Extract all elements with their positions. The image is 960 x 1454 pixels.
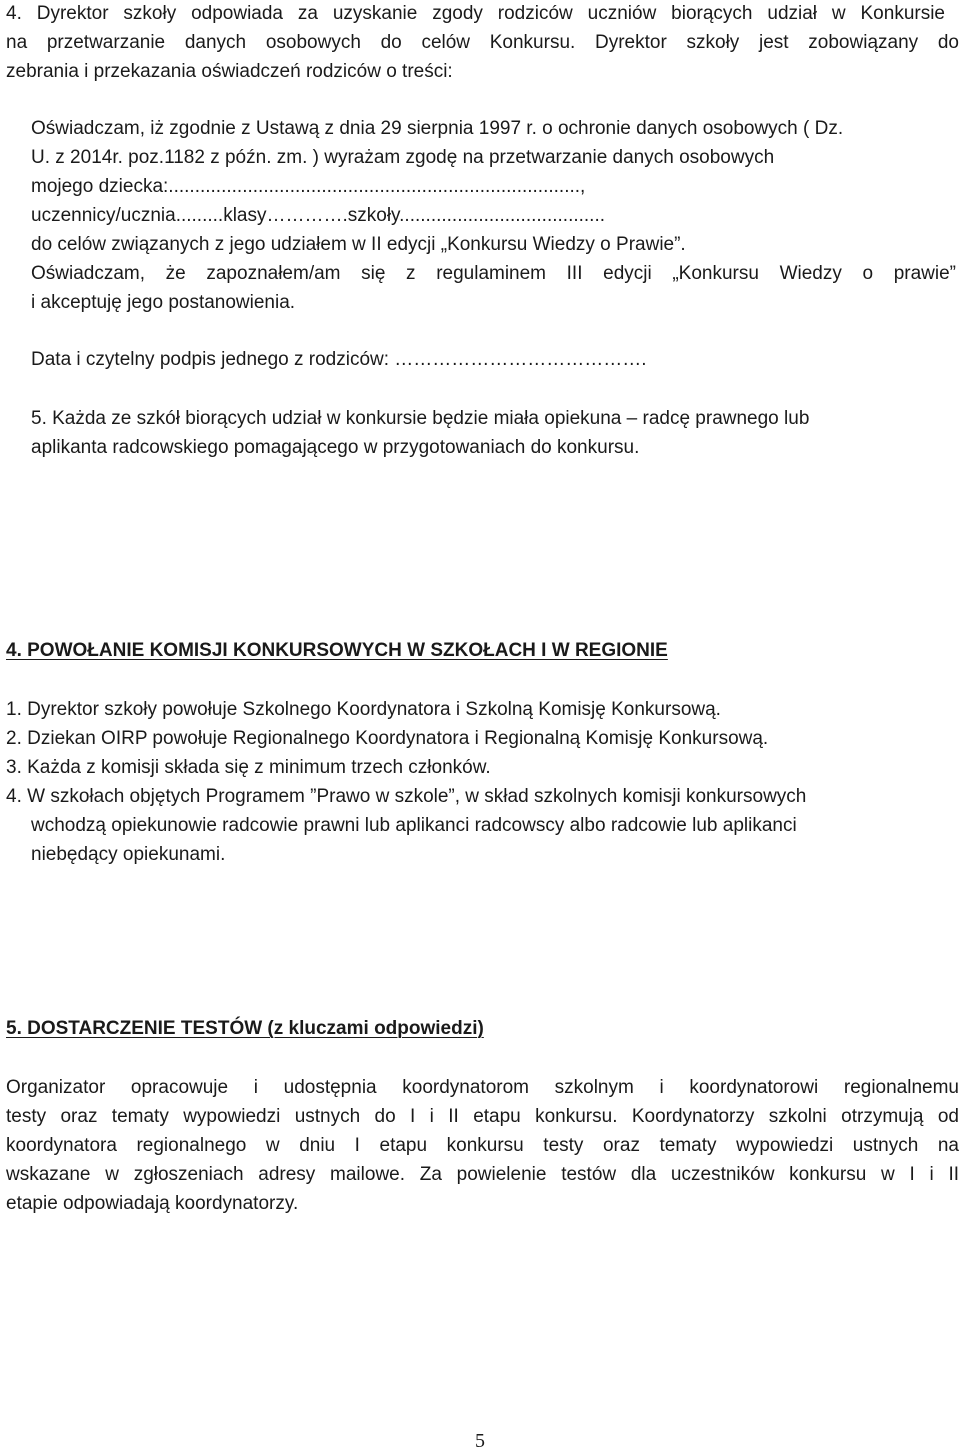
- consent-line: Oświadczam, że zapoznałem/am się z regulaminem III edycji „Konkursu Wiedzy o prawie”: [31, 263, 956, 284]
- list-item: 1. Dyrektor szkoły powołuje Szkolnego Koordynatora i Szkolną Komisję Konkursową.: [6, 699, 721, 720]
- consent-line: mojego dziecka:..............................................................................,: [31, 176, 586, 197]
- list-item-continuation: niebędący opiekunami.: [31, 844, 226, 865]
- section-heading: 4. POWOŁANIE KOMISJI KONKURSOWYCH W SZKOŁACH I W REGIONIE: [6, 640, 668, 661]
- paragraph-line: Organizator opracowuje i udostępnia koordynatorom szkolnym i koordynatorowi regionalnemu: [6, 1077, 959, 1098]
- item5-line: 5. Każda ze szkół biorących udział w konkursie będzie miała opiekuna – radcę prawnego lub: [31, 408, 810, 429]
- page-number: 5: [475, 1430, 485, 1452]
- item5-line: aplikanta radcowskiego pomagającego w przygotowaniach do konkursu.: [31, 437, 640, 458]
- consent-line: do celów związanych z jego udziałem w II edycji „Konkursu Wiedzy o Prawie”.: [31, 234, 686, 255]
- consent-line: i akceptuję jego postanowienia.: [31, 292, 296, 313]
- paragraph-line: na przetwarzanie danych osobowych do celów Konkursu. Dyrektor szkoły jest zobowiązany do: [6, 32, 959, 53]
- section-heading: 5. DOSTARCZENIE TESTÓW (z kluczami odpowiedzi): [6, 1018, 484, 1039]
- paragraph-line: 4. Dyrektor szkoły odpowiada za uzyskanie zgody rodziców uczniów biorących udział w Konkursie: [6, 3, 945, 24]
- signature-line: Data i czytelny podpis jednego z rodziców: ………………………………….: [31, 349, 647, 370]
- list-item: 4. W szkołach objętych Programem ”Prawo w szkole”, w skład szkolnych komisji konkursowych: [6, 786, 807, 807]
- consent-line: uczennicy/ucznia.........klasy………….szkoły.......................................: [31, 205, 606, 226]
- consent-line: U. z 2014r. poz.1182 z późn. zm. ) wyrażam zgodę na przetwarzanie danych osobowych: [31, 147, 775, 168]
- paragraph-line: wskazane w zgłoszeniach adresy mailowe. Za powielenie testów dla uczestników konkursu w I i II: [6, 1164, 959, 1185]
- paragraph-line: zebrania i przekazania oświadczeń rodziców o treści:: [6, 61, 453, 82]
- paragraph-line: etapie odpowiadają koordynatorzy.: [6, 1193, 299, 1214]
- list-item: 2. Dziekan OIRP powołuje Regionalnego Koordynatora i Regionalną Komisję Konkursową.: [6, 728, 769, 749]
- list-item: 3. Każda z komisji składa się z minimum trzech członków.: [6, 757, 491, 778]
- paragraph-line: koordynatora regionalnego w dniu I etapu konkursu testy oraz tematy wypowiedzi ustnych na: [6, 1135, 959, 1156]
- consent-line: Oświadczam, iż zgodnie z Ustawą z dnia 29 sierpnia 1997 r. o ochronie danych osobowych ( Dz.: [31, 118, 844, 139]
- paragraph-line: testy oraz tematy wypowiedzi ustnych do I i II etapu konkursu. Koordynatorzy szkolni otrzymują od: [6, 1106, 959, 1127]
- list-item-continuation: wchodzą opiekunowie radcowie prawni lub aplikanci radcowscy albo radcowie lub aplikanci: [31, 815, 797, 836]
